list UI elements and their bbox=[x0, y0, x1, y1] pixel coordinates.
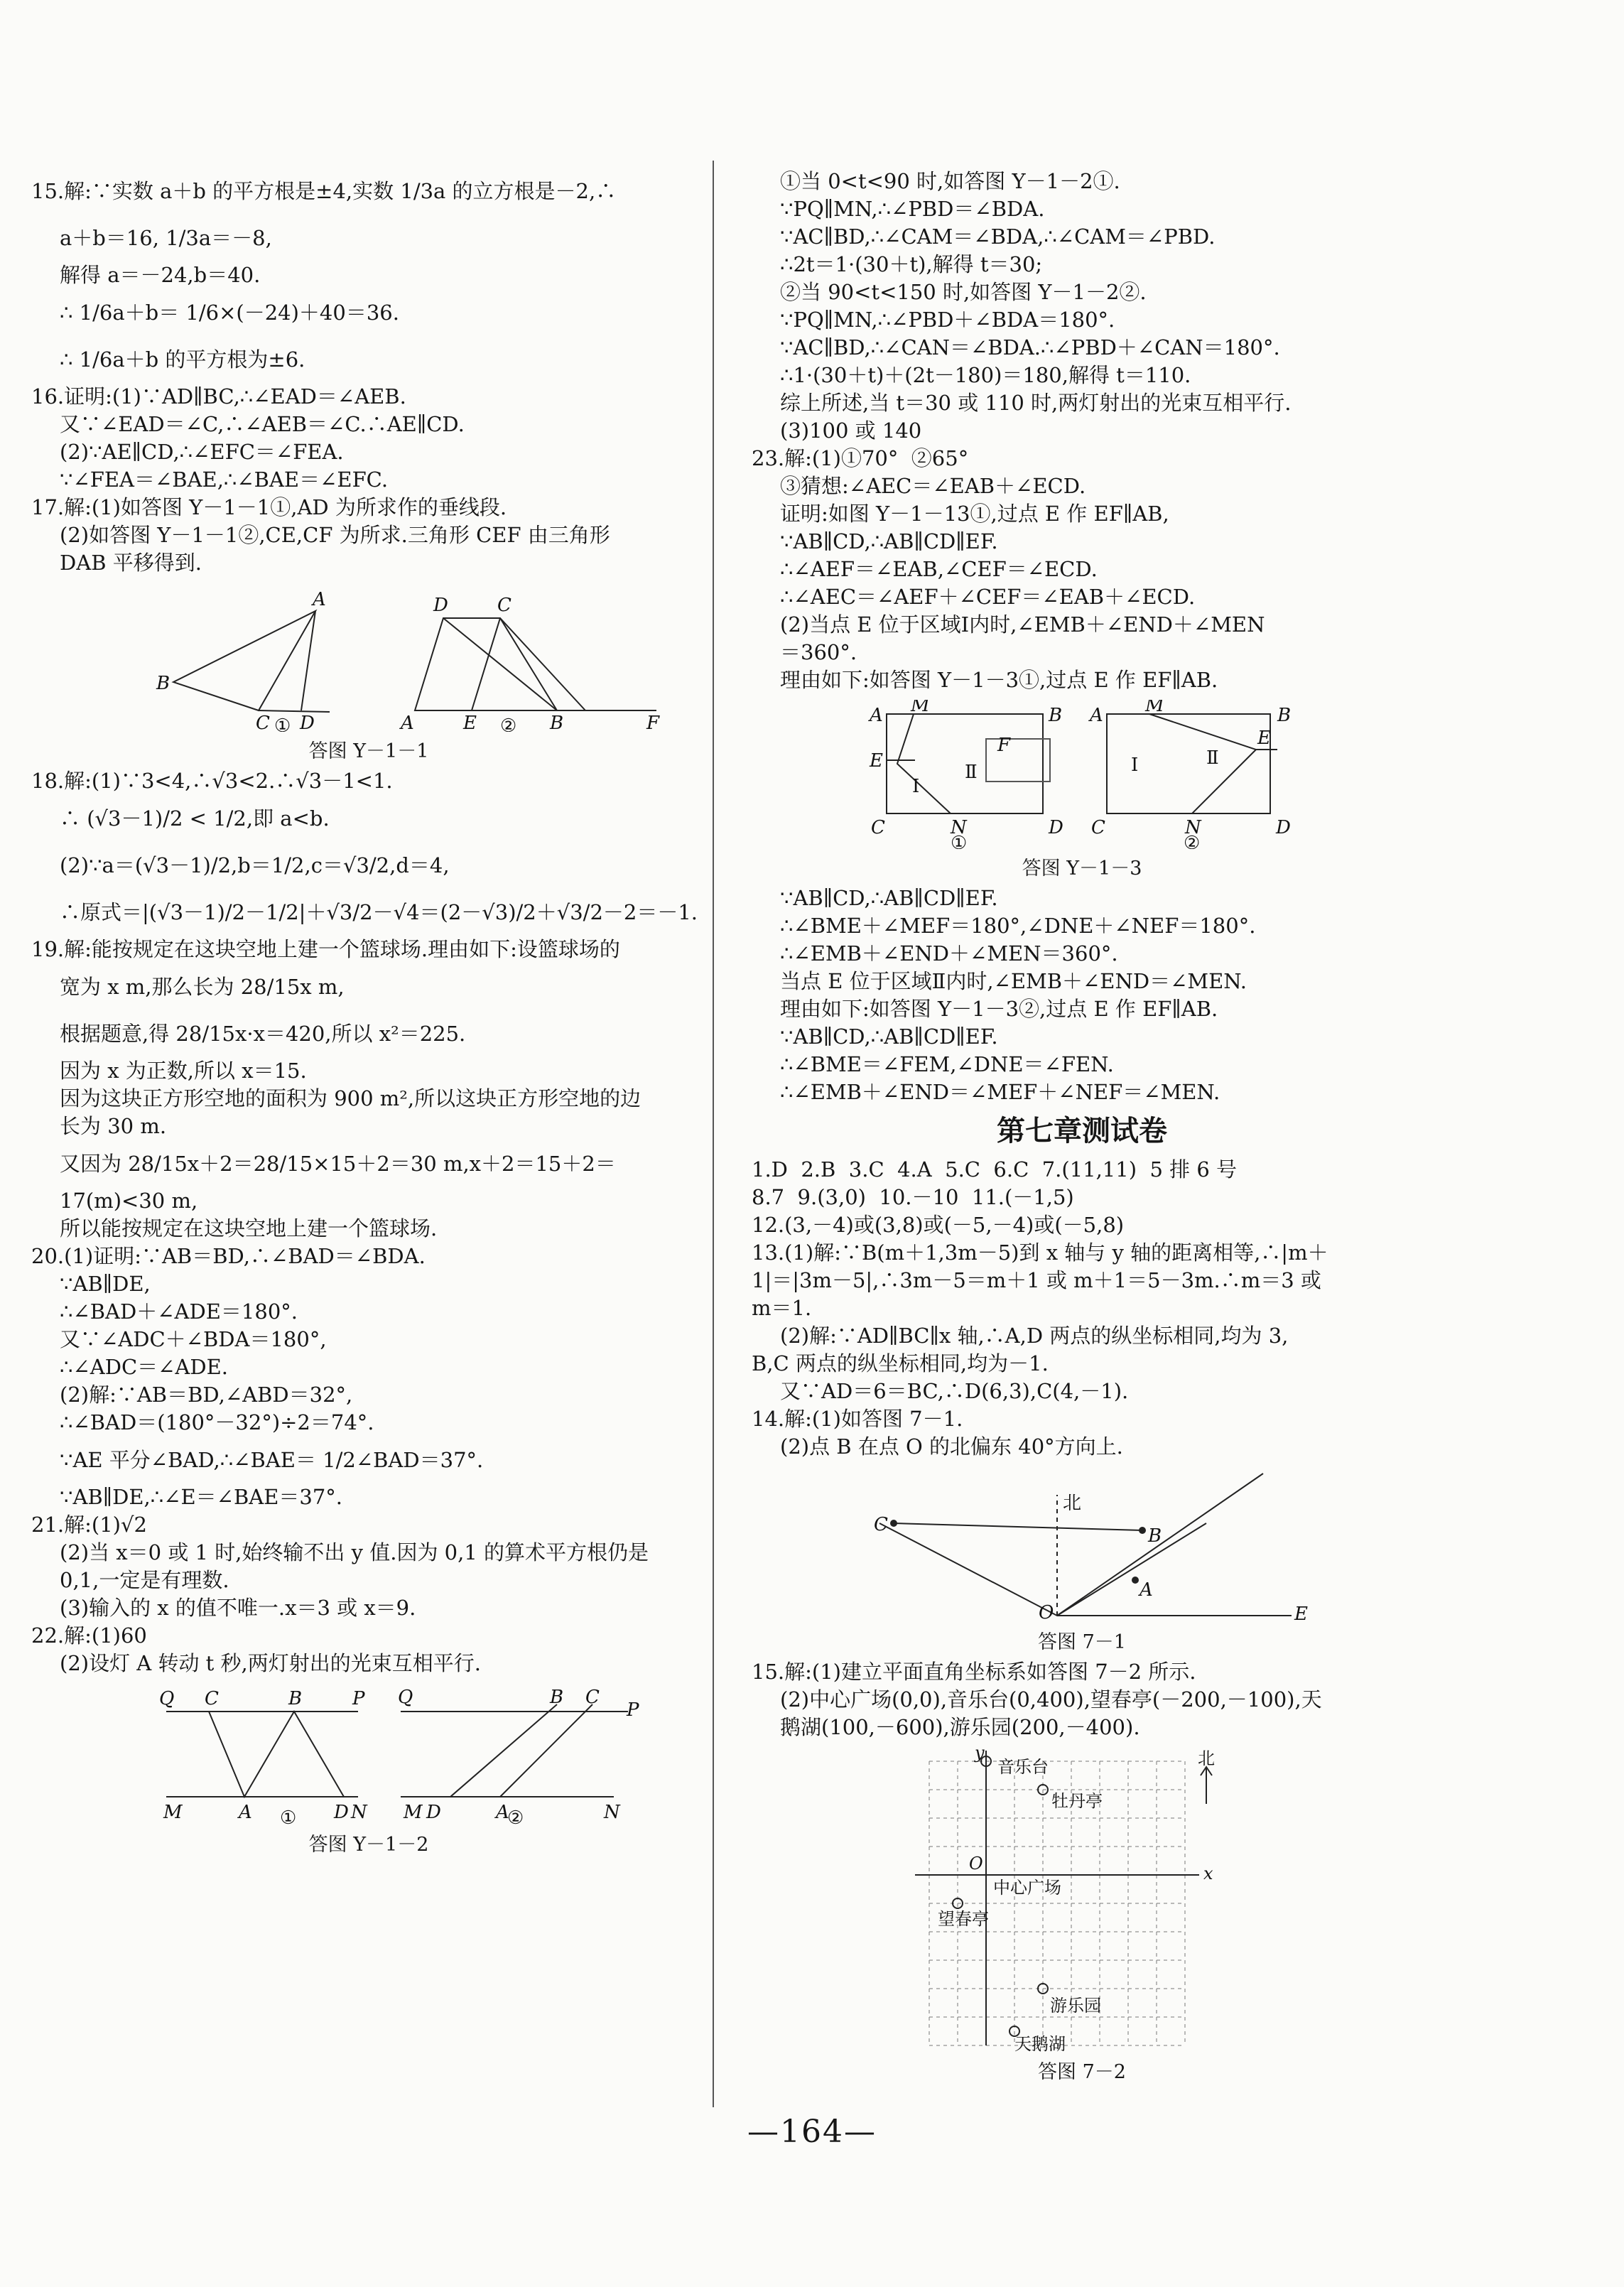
ch7-answers-3: 12.(3,－4)或(3,8)或(－5,－4)或(－5,8) bbox=[752, 1213, 1125, 1237]
fig3-label-d: D bbox=[1049, 817, 1063, 838]
q16-line-1: 16.证明:(1)∵AD∥BC,∴∠EAD＝∠AEB. bbox=[31, 384, 406, 409]
q21-line-3: 0,1,一定是有理数. bbox=[60, 1568, 229, 1592]
ch7-q14-line-2: (2)点 B 在点 O 的北偏东 40°方向上. bbox=[780, 1434, 1123, 1459]
fig3-label-e2: E bbox=[1257, 728, 1271, 749]
left-column bbox=[31, 168, 706, 1861]
fig3-label-c: C bbox=[871, 817, 885, 838]
q22-r-line-8: ∴1·(30＋t)＋(2t－180)＝180,解得 t＝110. bbox=[780, 363, 1191, 387]
q21-line-4: (3)输入的 x 的值不唯一.x＝3 或 x＝9. bbox=[60, 1596, 416, 1620]
figure-7-1 bbox=[752, 1466, 1412, 1630]
ch7-q15-line-3: 鹅湖(100,－600),游乐园(200,－400). bbox=[780, 1715, 1140, 1739]
q21-line-2: (2)当 x＝0 或 1 时,始终输不出 y 值.因为 0,1 的算术平方根仍是 bbox=[60, 1540, 649, 1564]
q22-r-line-6: ∵PQ∥MN,∴∠PBD＋∠BDA＝180°. bbox=[780, 308, 1115, 332]
fig2-label-b2: B bbox=[550, 1687, 564, 1708]
fig2-circle-2: ② bbox=[507, 1807, 524, 1825]
q20-line-2: ∵AB∥DE, bbox=[60, 1272, 151, 1296]
ch7-q13-line-4: (2)解:∵AD∥BC∥x 轴,∴A,D 两点的纵坐标相同,均为 3, bbox=[780, 1324, 1289, 1348]
fig3-label-m: M bbox=[911, 700, 930, 716]
fig3-label-n: N bbox=[951, 817, 967, 838]
q19-line-7: 又因为 28/15x＋2＝28/15×15＋2＝30 m,x＋2＝15＋2＝ bbox=[60, 1152, 616, 1176]
fig7-2-swan-lake: 天鹅湖 bbox=[1014, 2034, 1066, 2053]
q15-line-1: 15.解:∵实数 a＋b 的平方根是±4,实数 1/3a 的立方根是－2,∴ bbox=[31, 179, 617, 203]
figure-7-2-drawing bbox=[752, 1747, 1391, 2053]
q22-r-line-9: 综上所述,当 t＝30 或 110 时,两灯射出的光束互相平行. bbox=[780, 391, 1292, 415]
q23-line-5: ∴∠AEF＝∠EAB,∠CEF＝∠ECD. bbox=[780, 557, 1098, 581]
q23-line-17: ∴∠EMB＋∠END＝∠MEF＋∠NEF＝∠MEN. bbox=[780, 1080, 1220, 1104]
q22-r-line-7: ∵AC∥BD,∴∠CAN＝∠BDA.∴∠PBD＋∠CAN＝180°. bbox=[780, 335, 1280, 359]
ch7-q13-line-6: 又∵AD＝6＝BC,∴D(6,3),C(4,－1). bbox=[780, 1379, 1129, 1403]
fig3-label-a2: A bbox=[1090, 705, 1103, 726]
fig1-label-f2: F bbox=[646, 713, 660, 732]
fig1-label-b2: B bbox=[550, 713, 564, 732]
q23-line-1: 23.解:(1)①70° ②65° bbox=[752, 446, 969, 470]
q22-line-1: 22.解:(1)60 bbox=[31, 1623, 147, 1648]
fig3-label-a: A bbox=[870, 705, 883, 726]
q22-r-line-5: ②当 90<t<150 时,如答图 Y－1－2②. bbox=[780, 280, 1147, 304]
fig7-2-peony-pavilion: 牡丹亭 bbox=[1051, 1791, 1103, 1811]
q16-line-3: (2)∵AE∥CD,∴∠EFC＝∠FEA. bbox=[60, 440, 344, 464]
q18-line-1: 18.解:(1)∵3<4,∴√3<2.∴√3－1<1. bbox=[31, 769, 393, 793]
fig2-label-d: D bbox=[334, 1802, 349, 1823]
fig7-2-y-axis: y bbox=[975, 1747, 985, 1763]
q20-line-3: ∴∠BAD＋∠ADE＝180°. bbox=[60, 1299, 298, 1324]
q23-line-11: ∴∠BME＋∠MEF＝180°,∠DNE＋∠NEF＝180°. bbox=[780, 914, 1256, 938]
fig2-label-b: B bbox=[288, 1688, 303, 1709]
ch7-q15-line-2: (2)中心广场(0,0),音乐台(0,400),望春亭(－200,－100),天 bbox=[780, 1687, 1322, 1712]
figure-y-1-1-drawing bbox=[31, 583, 671, 732]
page-number: —164— bbox=[747, 2114, 877, 2150]
fig3-label-b2: B bbox=[1277, 705, 1292, 726]
caption-y-1-2: 答图 Y－1－2 bbox=[308, 1834, 429, 1856]
q23-line-12: ∴∠EMB＋∠END＋∠MEN＝360°. bbox=[780, 941, 1118, 966]
q19-line-2: 宽为 x m,那么长为 28/15x m, bbox=[60, 975, 345, 999]
fig3-label-m2: M bbox=[1145, 700, 1164, 716]
figure-y-1-1 bbox=[31, 583, 706, 739]
q23-line-7: (2)当点 E 位于区域Ⅰ内时,∠EMB＋∠END＋∠MEN bbox=[780, 612, 1265, 637]
ch7-q13-line-1: 13.(1)解:∵B(m＋1,3m－5)到 x 轴与 y 轴的距离相等,∴|m＋ bbox=[752, 1240, 1328, 1265]
fig2-label-a: A bbox=[239, 1802, 252, 1823]
ch7-q13-line-5: B,C 两点的纵坐标相同,均为－1. bbox=[752, 1351, 1049, 1375]
q20-line-7: ∴∠BAD＝(180°－32°)÷2＝74°. bbox=[60, 1410, 374, 1434]
q19-line-1: 19.解:能按规定在这块空地上建一个篮球场.理由如下:设篮球场的 bbox=[31, 937, 620, 961]
q20-line-8: ∵AE 平分∠BAD,∴∠BAE＝ 1/2∠BAD＝37°. bbox=[60, 1448, 484, 1472]
ch7-q15-line-1: 15.解:(1)建立平面直角坐标系如答图 7－2 所示. bbox=[752, 1660, 1196, 1684]
fig7-1-label-a: A bbox=[1139, 1579, 1153, 1601]
fig1-label-a: A bbox=[313, 589, 326, 610]
q22-r-line-1: ①当 0<t<90 时,如答图 Y－1－2①. bbox=[780, 169, 1120, 193]
figure-y-1-3-drawing bbox=[752, 700, 1391, 849]
q19-line-6: 长为 30 m. bbox=[60, 1114, 167, 1138]
q17-line-2: (2)如答图 Y－1－1②,CE,CF 为所求.三角形 CEF 由三角形 bbox=[60, 523, 610, 547]
q16-line-2: 又∵∠EAD＝∠C,∴∠AEB＝∠C.∴AE∥CD. bbox=[60, 412, 465, 436]
chapter-7-heading: 第七章测试卷 bbox=[997, 1115, 1167, 1147]
ch7-answers-2: 8.7 9.(3,0) 10.－10 11.(－1,5) bbox=[752, 1185, 1074, 1209]
q23-line-2: ③猜想:∠AEC＝∠EAB＋∠ECD. bbox=[780, 474, 1086, 498]
q20-line-4: 又∵∠ADC＋∠BDA＝180°, bbox=[60, 1327, 327, 1351]
fig1-circle-1: ① bbox=[274, 715, 291, 732]
figure-y-1-2-drawing bbox=[31, 1683, 671, 1825]
fig1-label-d2: D bbox=[433, 595, 448, 616]
fig2-label-n2: N bbox=[604, 1802, 620, 1823]
fig7-2-music-stage: 音乐台 bbox=[997, 1757, 1049, 1777]
fig7-2-origin: O bbox=[969, 1854, 983, 1874]
fig3-region-1: Ⅰ bbox=[912, 776, 920, 797]
fig3-label-c2: C bbox=[1091, 817, 1105, 838]
fig2-label-q2: Q bbox=[398, 1687, 413, 1708]
q20-line-5: ∴∠ADC＝∠ADE. bbox=[60, 1355, 229, 1379]
q23-line-16: ∴∠BME＝∠FEM,∠DNE＝∠FEN. bbox=[780, 1052, 1114, 1076]
fig1-label-b: B bbox=[156, 673, 170, 694]
q20-line-1: 20.(1)证明:∵AB＝BD,∴∠BAD＝∠BDA. bbox=[31, 1244, 426, 1268]
fig3-label-e: E bbox=[870, 750, 883, 772]
fig3-region-2: Ⅱ bbox=[965, 762, 978, 783]
fig1-label-c: C bbox=[256, 713, 270, 732]
q18-line-3: (2)∵a＝(√3－1)/2,b＝1/2,c＝√3/2,d＝4, bbox=[60, 853, 450, 877]
caption-y-1-3: 答图 Y－1－3 bbox=[1022, 858, 1142, 880]
q20-line-9: ∵AB∥DE,∴∠E＝∠BAE＝37°. bbox=[60, 1485, 342, 1509]
fig2-label-q: Q bbox=[159, 1688, 175, 1709]
fig3-label-b: B bbox=[1049, 705, 1063, 726]
q19-line-4: 因为 x 为正数,所以 x＝15. bbox=[60, 1059, 307, 1083]
q23-line-10: ∵AB∥CD,∴AB∥CD∥EF. bbox=[780, 886, 998, 910]
fig2-label-a2: A bbox=[496, 1802, 509, 1823]
fig7-1-north: 北 bbox=[1063, 1493, 1082, 1514]
q22-r-line-3: ∵AC∥BD,∴∠CAM＝∠BDA,∴∠CAM＝∠PBD. bbox=[780, 225, 1216, 249]
fig1-label-a2: A bbox=[401, 713, 414, 732]
q22-r-line-4: ∴2t＝1·(30＋t),解得 t＝30; bbox=[780, 252, 1043, 276]
right-column bbox=[752, 168, 1412, 2088]
fig2-label-p2: P bbox=[627, 1699, 639, 1721]
fig2-label-c2: C bbox=[585, 1687, 600, 1708]
figure-7-2 bbox=[752, 1747, 1412, 2060]
fig2-circle-1: ① bbox=[280, 1807, 297, 1825]
q22-r-line-2: ∵PQ∥MN,∴∠PBD＝∠BDA. bbox=[780, 197, 1045, 221]
caption-7-2: 答图 7－2 bbox=[1038, 2061, 1126, 2083]
fig7-1-label-c: C bbox=[874, 1514, 888, 1535]
ch7-q13-line-3: m＝1. bbox=[752, 1296, 812, 1320]
fig3-region-2b: Ⅱ bbox=[1206, 747, 1219, 769]
q22-r-line-10: (3)100 或 140 bbox=[780, 418, 922, 443]
q21-line-1: 21.解:(1)√2 bbox=[31, 1513, 147, 1537]
q23-line-14: 理由如下:如答图 Y－1－3②,过点 E 作 EF∥AB. bbox=[780, 997, 1218, 1021]
fig2-label-c: C bbox=[205, 1688, 219, 1709]
q15-line-5: ∴ 1/6a＋b 的平方根为±6. bbox=[60, 347, 305, 372]
q18-line-4: ∴原式＝|(√3－1)/2－1/2|＋√3/2－√4＝(2－√3)/2＋√3/2－2＝－1. bbox=[60, 900, 698, 924]
q15-line-2: a＋b＝16, 1/3a＝－8, bbox=[60, 226, 272, 250]
q20-line-6: (2)解:∵AB＝BD,∠ABD＝32°, bbox=[60, 1383, 353, 1407]
fig7-2-x-axis: x bbox=[1203, 1864, 1213, 1883]
fig7-1-label-b: B bbox=[1148, 1525, 1162, 1547]
q23-line-6: ∴∠AEC＝∠AEF＋∠CEF＝∠EAB＋∠ECD. bbox=[780, 585, 1196, 609]
q19-line-5: 因为这块正方形空地的面积为 900 m²,所以这块正方形空地的边 bbox=[60, 1086, 642, 1110]
column-divider bbox=[713, 161, 714, 2107]
fig7-2-north: 北 bbox=[1198, 1748, 1215, 1768]
fig7-1-label-e: E bbox=[1294, 1604, 1308, 1623]
q22-line-2: (2)设灯 A 转动 t 秒,两灯射出的光束互相平行. bbox=[60, 1651, 481, 1675]
q19-line-9: 所以能按规定在这块空地上建一个篮球场. bbox=[60, 1216, 438, 1240]
q23-line-8: ＝360°. bbox=[780, 640, 857, 664]
q23-line-3: 证明:如图 Y－1－13①,过点 E 作 EF∥AB, bbox=[780, 502, 1169, 526]
fig2-label-p: P bbox=[352, 1688, 365, 1709]
figure-7-1-drawing bbox=[752, 1466, 1391, 1623]
fig2-label-n: N bbox=[351, 1802, 367, 1823]
fig7-1-label-o: O bbox=[1039, 1602, 1054, 1623]
q23-line-15: ∵AB∥CD,∴AB∥CD∥EF. bbox=[780, 1024, 998, 1049]
q23-line-13: 当点 E 位于区域Ⅱ内时,∠EMB＋∠END＝∠MEN. bbox=[780, 969, 1247, 993]
ch7-answers-1: 1.D 2.B 3.C 4.A 5.C 6.C 7.(11,11) 5 排 6 号 bbox=[752, 1157, 1238, 1182]
q23-line-4: ∵AB∥CD,∴AB∥CD∥EF. bbox=[780, 529, 998, 553]
q19-line-3: 根据题意,得 28/15x·x＝420,所以 x²＝225. bbox=[60, 1022, 466, 1046]
fig3-circle-1: ① bbox=[951, 833, 968, 849]
ch7-q14-line-1: 14.解:(1)如答图 7－1. bbox=[752, 1407, 963, 1431]
q17-line-1: 17.解:(1)如答图 Y－1－1①,AD 为所求作的垂线段. bbox=[31, 495, 507, 519]
q15-line-3: 解得 a＝－24,b＝40. bbox=[60, 263, 261, 287]
fig3-region-1b: Ⅰ bbox=[1131, 755, 1139, 776]
fig1-label-d: D bbox=[300, 713, 315, 732]
fig3-label-d2: D bbox=[1276, 817, 1291, 838]
fig1-label-c2: C bbox=[497, 595, 511, 616]
figure-y-1-3 bbox=[752, 700, 1412, 856]
fig2-label-m: M bbox=[163, 1802, 183, 1823]
fig7-2-center-square: 中心广场 bbox=[993, 1878, 1061, 1898]
fig7-2-amusement-park: 游乐园 bbox=[1050, 1996, 1101, 2016]
ch7-q13-line-2: 1|＝|3m－5|,∴3m－5＝m＋1 或 m＋1＝5－3m.∴m＝3 或 bbox=[752, 1268, 1321, 1292]
figure-y-1-2 bbox=[31, 1683, 706, 1832]
q19-line-8: 17(m)<30 m, bbox=[60, 1189, 198, 1213]
q15-line-4: ∴ 1/6a＋b＝ 1/6×(－24)＋40＝36. bbox=[60, 301, 399, 325]
q23-line-9: 理由如下:如答图 Y－1－3①,过点 E 作 EF∥AB. bbox=[780, 668, 1218, 692]
fig1-circle-2: ② bbox=[500, 715, 517, 732]
caption-y-1-1: 答图 Y－1－1 bbox=[308, 740, 429, 762]
fig3-label-n2: N bbox=[1185, 817, 1201, 838]
q17-line-3: DAB 平移得到. bbox=[60, 551, 202, 575]
fig2-label-m2: M bbox=[404, 1802, 423, 1823]
fig1-label-e2: E bbox=[463, 713, 477, 732]
fig3-circle-2: ② bbox=[1184, 833, 1201, 849]
q18-line-2: ∴ (√3－1)/2 < 1/2,即 a<b. bbox=[60, 806, 330, 831]
fig7-2-spring-pavilion: 望春亭 bbox=[938, 1909, 989, 1929]
q16-line-4: ∵∠FEA＝∠BAE,∴∠BAE＝∠EFC. bbox=[60, 467, 389, 492]
fig2-label-d2: D bbox=[426, 1802, 441, 1823]
caption-7-1: 答图 7－1 bbox=[1038, 1631, 1126, 1653]
fig3-label-f: F bbox=[997, 735, 1011, 756]
